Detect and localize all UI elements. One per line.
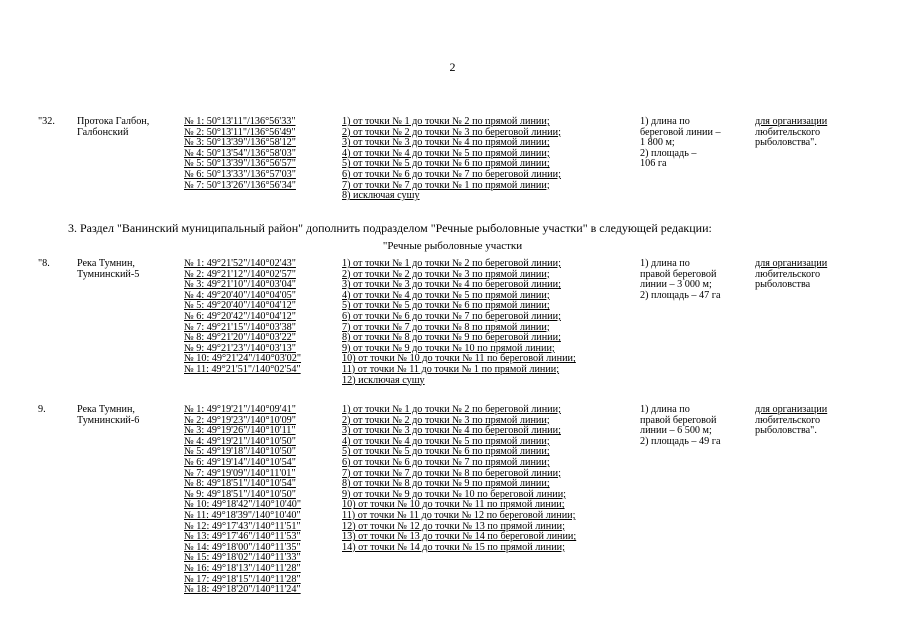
coordinate-point: № 5: 50°13'39"/136°56'57" [184, 158, 296, 170]
coordinate-point: № 13: 49°17'46"/140°11'53" [184, 531, 301, 543]
area-line: 1 800 м; [640, 137, 675, 149]
boundary-line: 1) от точки № 1 до точки № 2 по прямой линии; [342, 116, 550, 127]
boundary-description [342, 117, 632, 202]
coordinate-point: № 11: 49°21'51"/140°02'54" [184, 363, 301, 375]
purpose-line: рыболовства". [755, 425, 817, 437]
boundary-line: 11) от точки № 11 до точки № 1 по прямой линии; [342, 363, 560, 375]
coordinate-point: № 8: 49°21'20"/140°03'22" [184, 332, 296, 344]
coordinate-point: № 4: 49°20'40"/140°04'05" [184, 289, 296, 301]
coordinate-point: № 11: 49°18'39"/140°10'40" [184, 509, 301, 521]
boundary-line: 13) от точки № 13 до точки № 14 по береговой линии; [342, 531, 577, 543]
boundary-description [342, 259, 632, 386]
coordinate-point: № 14: 49°18'00"/140°11'35" [184, 541, 301, 553]
area-line: 106 га [640, 158, 667, 170]
boundary-line: 2) от точки № 2 до точки № 3 по прямой линии; [342, 414, 550, 426]
area-line: 2) площадь – 47 га [640, 289, 721, 301]
coordinate-point: № 8: 49°18'51"/140°10'54" [184, 478, 296, 490]
area-line: линии – 6 500 м; [640, 425, 712, 437]
area-line: 2) площадь – 49 га [640, 435, 721, 447]
boundary-line: 2) от точки № 2 до точки № 3 по береговой линии; [342, 126, 561, 138]
area-line: береговой линии – [640, 126, 721, 138]
boundary-line: 9) от точки № 9 до точки № 10 по береговой линии; [342, 488, 567, 500]
coordinate-point: № 1: 49°19'21"/140°09'41" [184, 404, 296, 415]
purpose [755, 117, 875, 149]
subsection-heading: "Речные рыболовные участки [382, 240, 523, 252]
boundary-line: 2) от точки № 2 до точки № 3 по прямой линии; [342, 268, 550, 280]
section-heading: 3. Раздел "Ванинский муниципальный район" дополнить подразделом "Речные рыболовные участки" в следующей редакции: [68, 221, 712, 235]
coordinate-point: № 6: 50°13'33"/136°57'03" [184, 168, 296, 180]
boundary-line: 4) от точки № 4 до точки № 5 по прямой линии; [342, 147, 550, 159]
boundary-line: 6) от точки № 6 до точки № 7 по прямой линии; [342, 456, 550, 468]
coordinate-point: № 5: 49°20'40"/140°04'12" [184, 300, 296, 312]
boundary-line: 10) от точки № 10 до точки № 11 по прямой линии; [342, 499, 565, 511]
coordinate-point: № 4: 50°13'54"/136°58'03" [184, 147, 296, 159]
boundary-line: 1) от точки № 1 до точки № 2 по береговой линии; [342, 258, 561, 269]
boundary-line: 8) исключая сушу [342, 190, 420, 202]
purpose-line: для организации [755, 404, 828, 415]
coordinate-point: № 2: 50°13'11"/136°56'49" [184, 126, 296, 138]
boundary-line: 3) от точки № 3 до точки № 4 по прямой линии; [342, 137, 550, 149]
coordinate-point: № 4: 49°19'21"/140°10'50" [184, 435, 296, 447]
coordinate-point: № 9: 49°21'23"/140°03'13" [184, 342, 296, 354]
area-info [640, 405, 752, 447]
coordinate-point: № 2: 49°21'12"/140°02'57" [184, 268, 296, 280]
coordinate-point: № 2: 49°19'23"/140°10'09" [184, 414, 296, 426]
area-line: 1) длина по [640, 404, 690, 415]
coordinate-point: № 5: 49°19'18"/140°10'50" [184, 446, 296, 458]
record-number: 9. [38, 404, 46, 415]
coordinate-point: № 12: 49°17'43"/140°11'51" [184, 520, 301, 532]
coordinate-point: № 7: 49°21'15"/140°03'38" [184, 321, 296, 333]
coordinate-point: № 10: 49°18'42"/140°10'40" [184, 499, 302, 511]
boundary-line: 6) от точки № 6 до точки № 7 по береговой линии; [342, 168, 561, 180]
coordinate-point: № 15: 49°18'02"/140°11'33" [184, 552, 301, 564]
purpose [755, 405, 875, 437]
area-line: 1) длина по [640, 116, 690, 127]
purpose-line: рыболовства". [755, 137, 817, 149]
boundary-description [342, 405, 632, 553]
coordinate-point: № 7: 50°13'26"/136°56'34" [184, 179, 296, 191]
purpose-line: рыболовства [755, 279, 811, 291]
boundary-line: 5) от точки № 5 до точки № 6 по прямой линии; [342, 300, 550, 312]
page-number: 2 [449, 60, 456, 74]
boundary-line: 5) от точки № 5 до точки № 6 по прямой линии; [342, 158, 550, 170]
boundary-line: 8) от точки № 8 до точки № 9 по береговой линии; [342, 332, 561, 344]
coordinate-point: № 3: 49°21'10"/140°03'04" [184, 279, 296, 291]
coordinate-point: № 17: 49°18'15"/140°11'28" [184, 573, 301, 585]
purpose-line: для организации [755, 116, 828, 127]
boundary-line: 6) от точки № 6 до точки № 7 по береговой линии; [342, 310, 561, 322]
boundary-line: 8) от точки № 8 до точки № 9 по прямой линии; [342, 478, 550, 490]
coordinates-list [184, 259, 334, 376]
boundary-line: 14) от точки № 14 до точки № 15 по прямой линии; [342, 541, 565, 553]
object-name: Протока Галбон, Галбонский [77, 116, 150, 138]
area-line: линии – 3 000 м; [640, 279, 712, 291]
boundary-line: 12) от точки № 12 до точки № 13 по прямой линии; [342, 520, 565, 532]
coordinate-point: № 3: 50°13'39"/136°58'12" [184, 137, 296, 149]
boundary-line: 7) от точки № 7 до точки № 1 по прямой линии; [342, 179, 550, 191]
coordinate-point: № 6: 49°19'14"/140°10'54" [184, 456, 296, 468]
coordinate-point: № 7: 49°19'09"/140°11'01" [184, 467, 296, 479]
record-number: "32. [38, 116, 55, 127]
boundary-line: 4) от точки № 4 до точки № 5 по прямой линии; [342, 435, 550, 447]
coordinate-point: № 3: 49°19'26"/140°10'11" [184, 425, 296, 437]
coordinate-point: № 10: 49°21'24"/140°03'02" [184, 353, 302, 365]
coordinate-point: № 1: 50°13'11"/136°56'33" [184, 116, 296, 127]
boundary-line: 10) от точки № 10 до точки № 11 по береговой линии; [342, 353, 576, 365]
purpose-line: любительского [755, 414, 821, 426]
boundary-line: 3) от точки № 3 до точки № 4 по береговой линии; [342, 279, 561, 291]
coordinate-point: № 6: 49°20'42"/140°04'12" [184, 310, 296, 322]
object-name: Река Тумнин, Тумнинский-5 [77, 258, 140, 280]
boundary-line: 9) от точки № 9 до точки № 10 по прямой линии; [342, 342, 555, 354]
boundary-line: 7) от точки № 7 до точки № 8 по береговой линии; [342, 467, 561, 479]
coordinates-list [184, 117, 334, 191]
object-name: Река Тумнин, Тумнинский-6 [77, 404, 140, 426]
area-info [640, 117, 752, 170]
boundary-line: 3) от точки № 3 до точки № 4 по береговой линии; [342, 425, 561, 437]
boundary-line: 1) от точки № 1 до точки № 2 по береговой линии; [342, 404, 561, 415]
coordinate-point: № 18: 49°18'20"/140°11'24" [184, 584, 301, 596]
purpose-line: любительского [755, 268, 821, 280]
boundary-line: 12) исключая сушу [342, 374, 425, 386]
purpose-line: для организации [755, 258, 828, 269]
area-line: 1) длина по [640, 258, 690, 269]
area-info [640, 259, 752, 301]
purpose [755, 259, 875, 291]
coordinates-list [184, 405, 334, 596]
boundary-line: 4) от точки № 4 до точки № 5 по прямой линии; [342, 289, 550, 301]
purpose-line: любительского [755, 126, 821, 138]
coordinate-point: № 16: 49°18'13"/140°11'28" [184, 562, 301, 574]
record-number: "8. [38, 258, 50, 269]
boundary-line: 11) от точки № 11 до точки № 12 по береговой линии; [342, 509, 576, 521]
coordinate-point: № 9: 49°18'51"/140°10'50" [184, 488, 296, 500]
boundary-line: 5) от точки № 5 до точки № 6 по прямой линии; [342, 446, 550, 458]
boundary-line: 7) от точки № 7 до точки № 8 по прямой линии; [342, 321, 550, 333]
coordinate-point: № 1: 49°21'52"/140°02'43" [184, 258, 296, 269]
area-line: правой береговой [640, 414, 717, 426]
area-line: правой береговой [640, 268, 717, 280]
area-line: 2) площадь – [640, 147, 697, 159]
